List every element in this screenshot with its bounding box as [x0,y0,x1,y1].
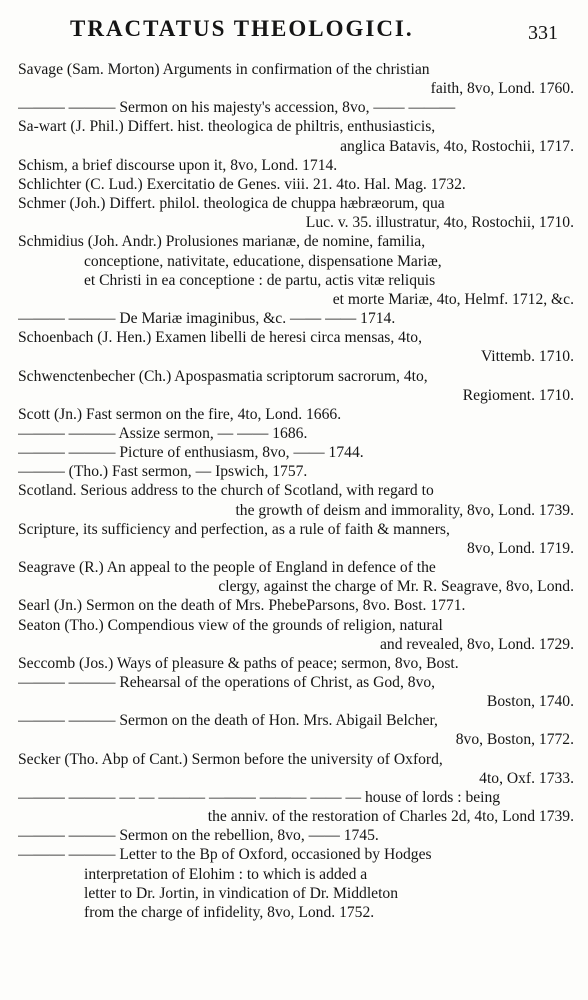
entry-line: Regioment. 1710. [462,386,574,404]
entry-line: ——— ——— Sermon on the death of Hon. Mrs. Abigail Belcher, [18,712,438,730]
entry-line: Seccomb (Jos.) Ways of pleasure & paths of peace; sermon, 8vo, Bost. [18,654,459,672]
bibliography-entry [18,596,574,615]
entry-line: Luc. v. 35. illustratur, 4to, Rostochii, 1710. [305,214,574,232]
bibliography-entry [18,845,574,922]
entry-line: Boston, 1740. [486,693,574,711]
page-number: 331 [528,22,558,44]
bibliography-entry [18,328,574,366]
entry-line: ——— (Tho.) Fast sermon, — Ipswich, 1757. [18,463,308,481]
entry-line: Secker (Tho. Abp of Cant.) Sermon before the university of Oxford, [18,750,443,768]
entry-line: ——— ——— Assize sermon, — —— 1686. [18,424,308,442]
bibliography-entry [18,558,574,596]
entry-line: ——— ——— Letter to the Bp of Oxford, occasioned by Hodges [18,846,432,864]
entry-line: Sa-wart (J. Phil.) Differt. hist. theologica de philtris, enthusiasticis, [18,118,436,136]
bibliography-entry [18,711,574,749]
bibliography-entry [18,156,574,175]
bibliography-entry [18,232,574,309]
bibliography-entry [18,194,574,232]
bibliography-entry [18,462,574,481]
bibliography-entry [18,826,574,845]
entry-line: ——— ——— Sermon on the rebellion, 8vo, —— 1745. [18,827,379,845]
entry-line: 8vo, Boston, 1772. [455,731,574,749]
bibliography-list [18,60,574,922]
bibliography-entry [18,98,574,117]
entry-line: letter to Dr. Jortin, in vindication of Dr. Middleton [84,884,398,902]
entry-line: Scott (Jn.) Fast sermon on the fire, 4to, Lond. 1666. [18,405,342,423]
entry-line: anglica Batavis, 4to, Rostochii, 1717. [340,137,574,155]
entry-line: Schlichter (C. Lud.) Exercitatio de Genes. viii. 21. 4to. Hal. Mag. 1732. [18,175,466,193]
entry-line: Schoenbach (J. Hen.) Examen libelli de heresi circa mensas, 4to, [18,329,422,347]
page-header [0,0,588,48]
entry-line: conceptione, nativitate, educatione, dispensatione Mariæ, [84,252,442,270]
bibliography-entry [18,616,574,654]
entry-line: the growth of deism and immorality, 8vo, Lond. 1739. [235,501,574,519]
entry-line: the anniv. of the restoration of Charles 2d, 4to, Lond 1739. [207,808,574,826]
bibliography-entry [18,175,574,194]
bibliography-entry [18,481,574,519]
bibliography-entry [18,654,574,673]
entry-line: Scripture, its sufficiency and perfection, as a rule of faith & manners, [18,520,450,538]
bibliography-entry [18,673,574,711]
bibliography-entry [18,443,574,462]
entry-line: Searl (Jn.) Sermon on the death of Mrs. PhebeParsons, 8vo. Bost. 1771. [18,597,466,615]
entry-line: ——— ——— Rehearsal of the operations of Christ, as God, 8vo, [18,674,436,691]
entry-line: from the charge of infidelity, 8vo, Lond. 1752. [84,903,375,921]
running-title: TRACTATUS THEOLOGICI. [70,16,414,41]
bibliography-entry [18,117,574,155]
entry-line: ——— ——— Sermon on his majesty's accession, 8vo, —— ——— [18,99,456,117]
entry-line: ——— ——— — — ——— ——— ——— —— — house of lords : being [18,788,501,806]
bibliography-entry [18,750,574,788]
entry-line: clergy, against the charge of Mr. R. Seagrave, 8vo, Lond. [218,578,574,596]
bibliography-entry [18,520,574,558]
entry-line: Savage (Sam. Morton) Arguments in confirmation of the christian [18,61,430,78]
entry-line: et morte Mariæ, 4to, Helmf. 1712, &c. [332,290,574,308]
entry-line: Seagrave (R.) An appeal to the people of England in defence of the [18,559,436,577]
entry-line: Schmer (Joh.) Differt. philol. theologica de chuppa hæbræorum, qua [18,195,445,213]
bibliography-entry [18,60,574,98]
entry-line: 4to, Oxf. 1733. [479,769,574,787]
entry-line: Schism, a brief discourse upon it, 8vo, Lond. 1714. [18,156,338,174]
bibliography-entry [18,405,574,424]
entry-line: interpretation of Elohim : to which is added a [84,865,368,883]
entry-line: Vittemb. 1710. [480,348,574,366]
entry-line: Schwenctenbecher (Ch.) Apospasmatia scriptorum sacrorum, 4to, [18,367,428,385]
bibliography-entry [18,309,574,328]
entry-line: ——— ——— De Mariæ imaginibus, &c. —— —— 1714. [18,310,396,328]
bibliography-entry [18,367,574,405]
entry-line: Schmidius (Joh. Andr.) Prolusiones marianæ, de nomine, familia, [18,233,426,251]
entry-line: Seaton (Tho.) Compendious view of the grounds of religion, natural [18,616,443,634]
bibliography-entry [18,424,574,443]
entry-line: Scotland. Serious address to the church of Scotland, with regard to [18,482,434,500]
entry-line: and revealed, 8vo, Lond. 1729. [379,635,574,653]
entry-line: 8vo, Lond. 1719. [467,539,574,557]
bibliography-entry [18,788,574,826]
entry-line: ——— ——— Picture of enthusiasm, 8vo, —— 1744. [18,444,364,462]
entry-line: faith, 8vo, Lond. 1760. [430,80,574,98]
entry-line: et Christi in ea conceptione : de partu, actis vitæ reliquis [84,271,436,289]
